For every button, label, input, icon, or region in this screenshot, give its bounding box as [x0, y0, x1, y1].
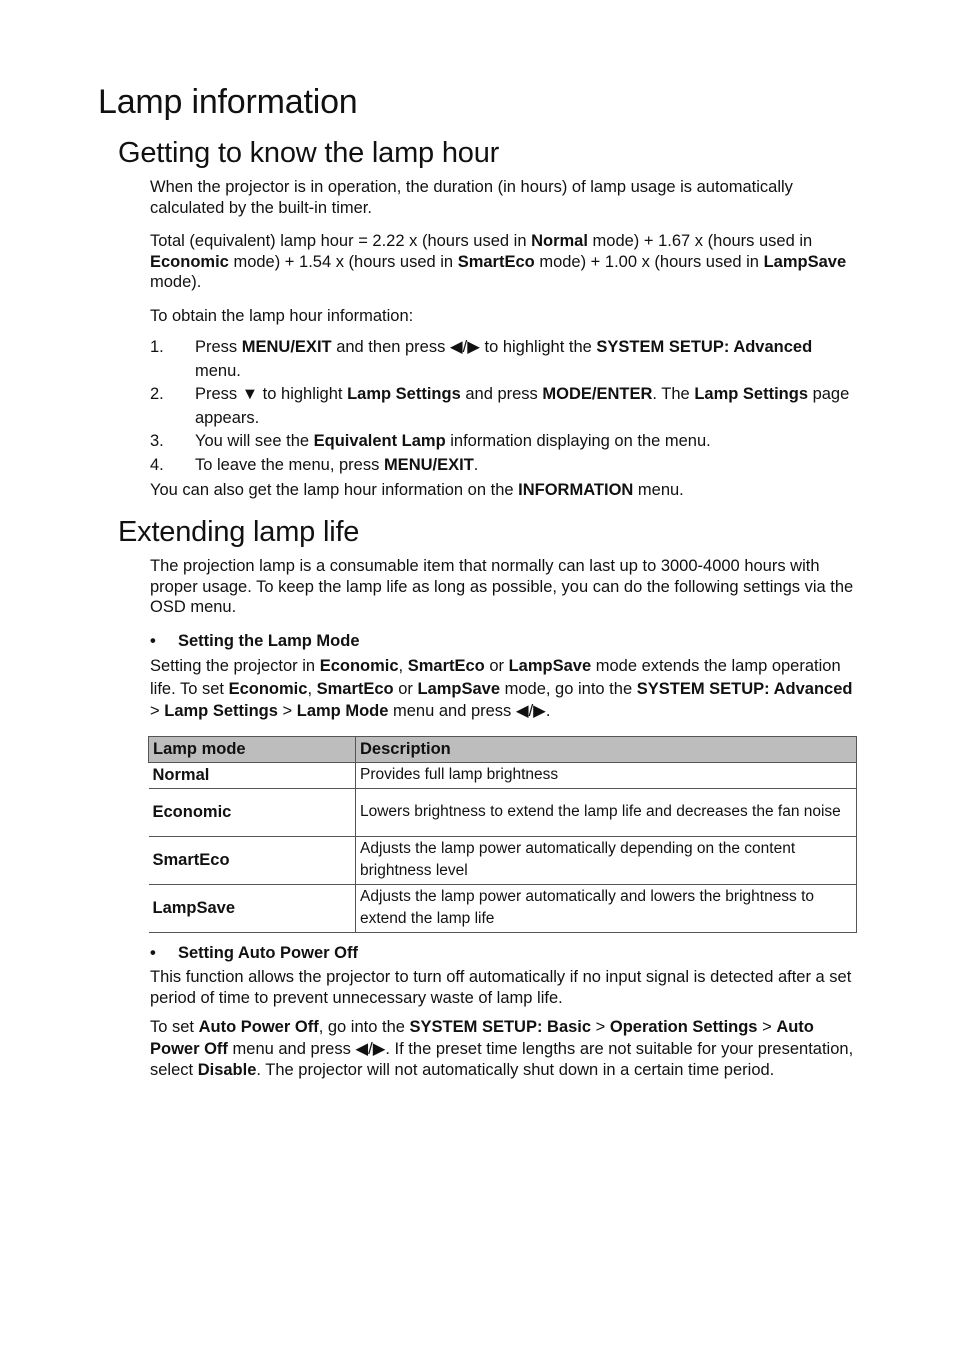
lamp-mode-cell: Normal	[149, 763, 356, 789]
description-cell: Adjusts the lamp power automatically and lowers the brightness to extend the lamp life	[356, 884, 857, 932]
list-item: 1. Press MENU/EXIT and then press ◀/▶ to highlight the SYSTEM SETUP: Advanced menu.	[150, 338, 813, 380]
lamp-mode-cell: SmartEco	[149, 836, 356, 884]
description-cell: Lowers brightness to extend the lamp life and decreases the fan noise	[356, 788, 857, 836]
section-heading-lamp-hour: Getting to know the lamp hour	[118, 137, 500, 169]
auto-power-text: To set Auto Power Off, go into the SYSTEM SETUP: Basic > Operation Settings > Auto Power Off menu and press ◀/▶. If the preset time lengths are not suitable for your presentation, select Disable. The projector will not automatically shut down in a certain time period.	[150, 1018, 854, 1079]
obtain-info-text: To obtain the lamp hour information:	[150, 307, 414, 325]
lamp-hour-formula: Total (equivalent) lamp hour = 2.22 x (hours used in Normal mode) + 1.67 x (hours used in Economic mode) + 1.54 x (hours used in SmartEco mode) + 1.00 x (hours used in LampSave mode).	[150, 232, 847, 291]
bullet-lamp-mode: • Setting the Lamp Mode	[150, 632, 360, 650]
lamp-hour-intro: When the projector is in operation, the duration (in hours) of lamp usage is automatically calculated by the built-in timer.	[150, 178, 793, 217]
lamp-mode-cell: Economic	[149, 788, 356, 836]
list-item: 3. You will see the Equivalent Lamp information displaying on the menu.	[150, 432, 711, 450]
lamp-mode-cell: LampSave	[149, 884, 356, 932]
table-header-row	[149, 737, 857, 763]
lamp-mode-text: Setting the projector in Economic, SmartEco or LampSave mode extends the lamp operation life. To set Economic, SmartEco or LampSave mode, go into the SYSTEM SETUP: Advanced > Lamp Settings > Lamp Mode menu and press ◀/▶.	[150, 657, 853, 720]
section-heading-extending-lamp-life: Extending lamp life	[118, 516, 360, 548]
description-cell: Adjusts the lamp power automatically depending on the content brightness level	[356, 836, 857, 884]
lamp-mode-table	[148, 736, 857, 933]
table-row	[149, 884, 857, 932]
column-header-description: Description	[356, 737, 857, 763]
column-header-lamp-mode: Lamp mode	[149, 737, 356, 763]
table-row	[149, 836, 857, 884]
auto-power-intro: This function allows the projector to turn off automatically if no input signal is detected after a set period of time to prevent unnecessary waste of lamp life.	[150, 968, 852, 1007]
table-row	[149, 763, 857, 789]
description-cell: Provides full lamp brightness	[356, 763, 857, 789]
steps-list	[150, 336, 856, 477]
bullet-auto-power-off: • Setting Auto Power Off	[150, 944, 358, 962]
list-item: 4. To leave the menu, press MENU/EXIT.	[150, 455, 479, 474]
table-row	[149, 788, 857, 836]
information-menu-note: You can also get the lamp hour information on the INFORMATION menu.	[150, 481, 684, 499]
list-item: 2. Press ▼ to highlight Lamp Settings and press MODE/ENTER. The Lamp Settings page appears.	[150, 385, 850, 427]
page-title: Lamp information	[98, 83, 358, 121]
extending-intro: The projection lamp is a consumable item that normally can last up to 3000-4000 hours with proper usage. To keep the lamp life as long as possible, you can do the following settings via the OSD menu.	[150, 557, 854, 616]
